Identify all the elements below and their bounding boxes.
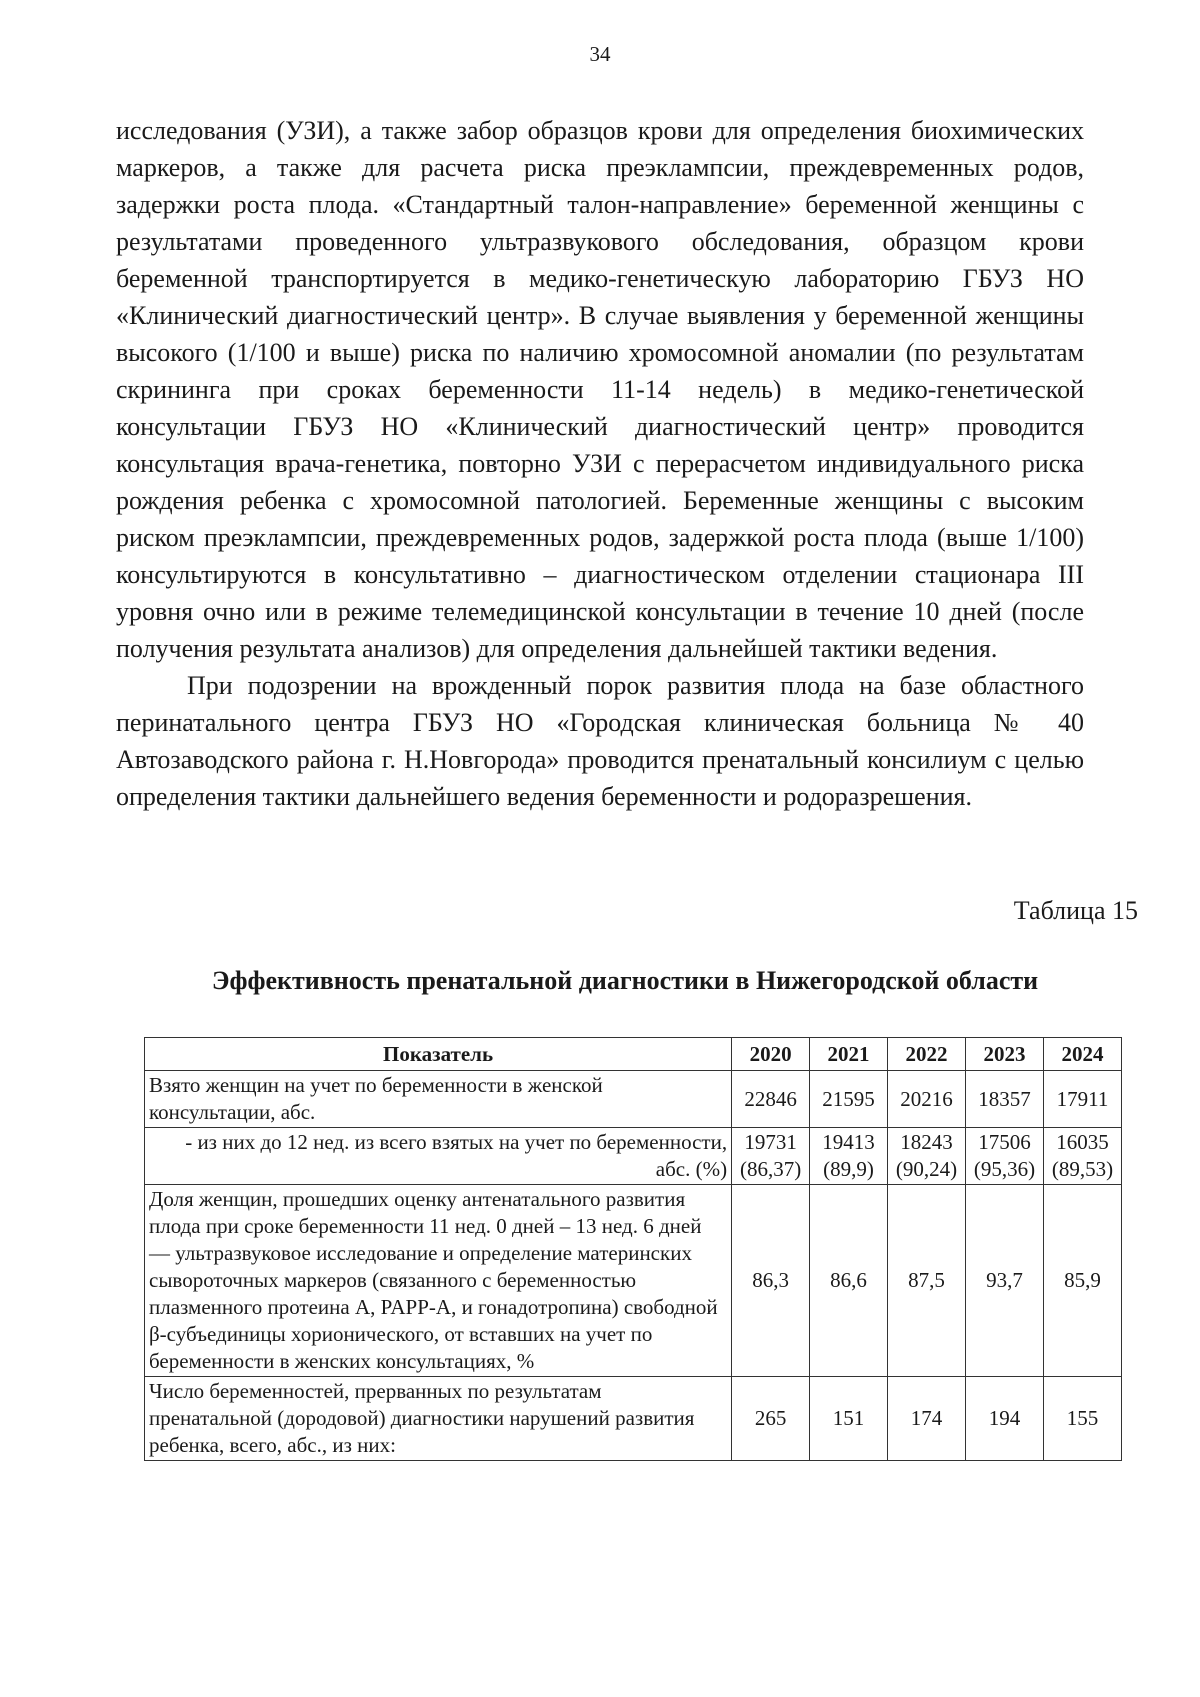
cell-value: 86,6	[810, 1185, 888, 1377]
cell-value: 155	[1043, 1377, 1121, 1461]
header-year-2022: 2022	[888, 1038, 966, 1071]
cell-value: 93,7	[965, 1185, 1043, 1377]
page-number: 34	[589, 42, 611, 66]
table-row	[145, 1185, 1122, 1377]
cell-value: 17911	[1043, 1071, 1121, 1128]
cell-value: 151	[810, 1377, 888, 1461]
table-header-row	[145, 1038, 1122, 1071]
table-row	[145, 1071, 1122, 1128]
cell-value: 174	[888, 1377, 966, 1461]
cell-value: 19731 (86,37)	[732, 1128, 810, 1185]
cell-value: 87,5	[888, 1185, 966, 1377]
cell-value: 16035 (89,53)	[1043, 1128, 1121, 1185]
paragraph-1: исследования (УЗИ), а также забор образцов крови для определения биохимических маркеров, а также для расчета риска преэклампсии, преждевременных родов, задержки роста плода. «Стандартный талон-направление» беременной женщины с результатами проведенного ультразвукового обследования, образцом крови беременной транспортируется в медико-генетическую лабораторию ГБУЗ НО «Клинический диагностический центр». В случае выявления у беременной женщины высокого (1/100 и выше) риска по наличию хромосомной аномалии (по результатам скрининга при сроках беременности 11-14 недель) в медико-генетической консультации ГБУЗ НО «Клинический диагностический центр» проводится консультация врача-генетика, повторно УЗИ с перерасчетом индивидуального риска рождения ребенка с хромосомной патологией. Беременные женщины с высоким риском преэклампсии, преждевременных родов, задержкой роста плода (выше 1/100) консультируются в консультативно – диагностическом отделении стационара III уровня очно или в режиме телемедицинской консультации в течение 10 дней (после получения результата анализов) для определения дальнейшей тактики ведения.	[116, 116, 1084, 663]
cell-value: 86,3	[732, 1185, 810, 1377]
header-year-2023: 2023	[965, 1038, 1043, 1071]
cell-value: 17506 (95,36)	[965, 1128, 1043, 1185]
table-title: Эффективность пренатальной диагностики в Нижегородской области	[211, 966, 1039, 995]
body-text	[116, 112, 1084, 815]
row-label: Взято женщин на учет по беременности в женской консультации, абс.	[145, 1071, 732, 1128]
cell-value: 20216	[888, 1071, 966, 1128]
cell-value: 22846	[732, 1071, 810, 1128]
table-row	[145, 1128, 1122, 1185]
header-indicator: Показатель	[145, 1038, 732, 1071]
data-table	[144, 1037, 1122, 1461]
cell-value: 85,9	[1043, 1185, 1121, 1377]
row-label: - из них до 12 нед. из всего взятых на учет по беременности, абс. (%)	[145, 1128, 732, 1185]
table-row	[145, 1377, 1122, 1461]
cell-value: 18243 (90,24)	[888, 1128, 966, 1185]
cell-value: 265	[732, 1377, 810, 1461]
paragraph-2: При подозрении на врожденный порок развития плода на базе областного перинатального центра ГБУЗ НО «Городская клиническая больница № 40 Автозаводского района г. Н.Новгорода» проводится пренатальный консилиум с целью определения тактики дальнейшего ведения беременности и родоразрешения.	[116, 671, 1084, 811]
cell-value: 19413 (89,9)	[810, 1128, 888, 1185]
header-year-2021: 2021	[810, 1038, 888, 1071]
header-year-2020: 2020	[732, 1038, 810, 1071]
cell-value: 194	[965, 1377, 1043, 1461]
header-year-2024: 2024	[1043, 1038, 1121, 1071]
cell-value: 21595	[810, 1071, 888, 1128]
table-label: Таблица 15	[1013, 896, 1138, 925]
row-label: Доля женщин, прошедших оценку антенатального развития плода при сроке беременности 11 нед. 0 дней – 13 нед. 6 дней — ультразвуковое исследование и определение материнских сывороточных маркеров (связанного с беременностью плазменного протеина А, PAPP-A, и гонадотропина) свободной β-субъединицы хорионического, от вставших на учет по беременности в женских консультациях, %	[145, 1185, 732, 1377]
cell-value: 18357	[965, 1071, 1043, 1128]
row-label: Число беременностей, прерванных по результатам пренатальной (дородовой) диагностики нарушений развития ребенка, всего, абс., из них:	[145, 1377, 732, 1461]
